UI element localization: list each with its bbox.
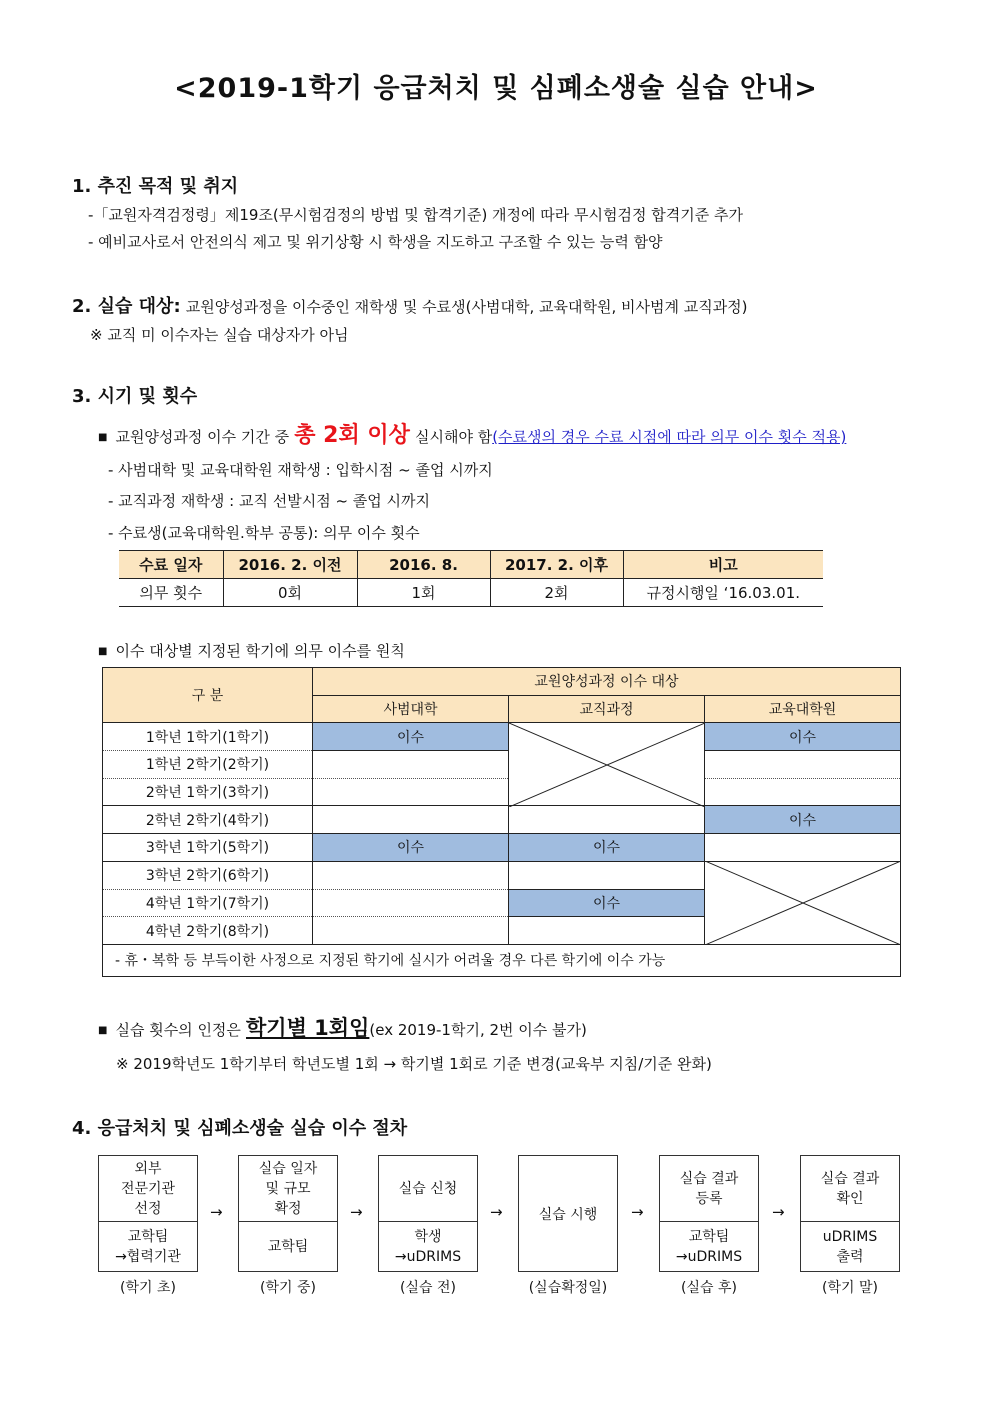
table-cell bbox=[313, 861, 509, 889]
flow-step-owner-text: 학생 →uDRIMS bbox=[394, 1229, 462, 1265]
section3-sub-item: - 수료생(교육대학원.학부 공통): 의무 이수 횟수 bbox=[108, 524, 420, 542]
table-col-header: 사범대학 bbox=[313, 695, 509, 723]
square-bullet-icon: ■ bbox=[98, 432, 108, 443]
section1-item: -「교원자격검정령」제19조(무시험검정의 방법 및 합격기준) 개정에 따라 무시험검정 합격기준 추가 bbox=[88, 206, 743, 224]
bullet1-mid: 실시해야 함 bbox=[414, 428, 493, 446]
section3-sub-item: - 사범대학 및 교육대학원 재학생 : 입학시점 ~ 졸업 시까지 bbox=[108, 461, 493, 479]
flow-step-caption: (학기 초) bbox=[120, 1280, 176, 1296]
section4-heading: 4. 응급처치 및 심폐소생술 실습 이수 절차 bbox=[72, 1118, 408, 1139]
table-cell bbox=[509, 861, 705, 889]
table-header: 2017. 2. 이후 bbox=[490, 551, 623, 579]
flow-step-title bbox=[99, 1156, 197, 1222]
flow-step-box bbox=[238, 1155, 338, 1272]
row-label: 1학년 1학기(1학기) bbox=[103, 723, 313, 751]
table-row bbox=[103, 751, 901, 779]
section2-text: 교원양성과정을 이수중인 재학생 및 수료생(사범대학, 교육대학원, 비사범계 교직과정) bbox=[185, 298, 748, 316]
table-row bbox=[103, 723, 901, 751]
section2-note: ※ 교직 미 이수자는 실습 대상자가 아님 bbox=[90, 326, 349, 344]
flow-step-caption: (실습 전) bbox=[400, 1280, 456, 1296]
flow-step-title bbox=[660, 1156, 758, 1222]
table-col-header: 교육대학원 bbox=[705, 695, 901, 723]
flow-step-box bbox=[800, 1155, 900, 1272]
flow-step-owner bbox=[239, 1222, 337, 1272]
flow-step-owner bbox=[660, 1222, 758, 1272]
row-label: 2학년 1학기(3학기) bbox=[103, 778, 313, 806]
row-label: 4학년 2학기(8학기) bbox=[103, 917, 313, 945]
table-cell: 이수 bbox=[313, 834, 509, 862]
section2-line bbox=[72, 292, 748, 318]
table-cell: 0회 bbox=[223, 579, 357, 607]
table-cell: 규정시행일 ‘16.03.01. bbox=[623, 579, 823, 607]
table-cell: 이수 bbox=[509, 834, 705, 862]
bullet3-post: (ex 2019-1학기, 2번 이수 불가) bbox=[369, 1021, 587, 1039]
table-cell bbox=[313, 806, 509, 834]
row-label: 3학년 2학기(6학기) bbox=[103, 861, 313, 889]
table-row bbox=[103, 778, 901, 806]
crossed-cell bbox=[509, 723, 705, 806]
flow-step-owner-text: 교학팀 →uDRIMS bbox=[675, 1229, 743, 1265]
flow-step-title-text: 실습 일자 및 규모 확정 bbox=[258, 1160, 318, 1217]
table-cell: 의무 횟수 bbox=[119, 579, 223, 607]
flow-step-owner-text: 교학팀 →협력기관 bbox=[115, 1229, 181, 1265]
flow-step-title-text: 실습 결과 등록 bbox=[679, 1170, 739, 1207]
table-cell bbox=[705, 834, 901, 862]
square-bullet-icon: ■ bbox=[98, 1025, 108, 1036]
flow-step-owner bbox=[99, 1222, 197, 1272]
bullet1-pre: 교원양성과정 이수 기간 중 bbox=[115, 428, 290, 446]
bullet1-emphasis: 총 2회 이상 bbox=[294, 423, 410, 448]
table-cell: 1회 bbox=[357, 579, 490, 607]
section3-bullet3 bbox=[98, 1012, 587, 1042]
table-header: 수료 일자 bbox=[119, 551, 223, 579]
section3-bullet2 bbox=[98, 640, 405, 661]
flow-step-title-text: 실습 신청 bbox=[398, 1180, 458, 1197]
table-cell bbox=[313, 778, 509, 806]
flow-arrow-icon: → bbox=[350, 1203, 363, 1221]
flow-arrow-icon: → bbox=[490, 1203, 503, 1221]
flow-step-title bbox=[801, 1156, 899, 1222]
table-cell: 2회 bbox=[490, 579, 623, 607]
flow-step-caption: (실습 후) bbox=[681, 1280, 737, 1296]
flow-step-box bbox=[98, 1155, 198, 1272]
table-row bbox=[103, 834, 901, 862]
semester-table bbox=[102, 667, 901, 977]
section3-note3: ※ 2019학년도 1학기부터 학년도별 1회 → 학기별 1회로 기준 변경(교육부 지침/기준 완화) bbox=[116, 1055, 712, 1073]
flow-step-caption: (학기 중) bbox=[260, 1280, 316, 1296]
table-cell: 이수 bbox=[705, 806, 901, 834]
square-bullet-icon: ■ bbox=[98, 646, 108, 657]
table-header: 2016. 2. 이전 bbox=[223, 551, 357, 579]
flow-step-owner-text: uDRIMS 출력 bbox=[822, 1229, 878, 1265]
table-row bbox=[119, 551, 823, 579]
flow-arrow-icon: → bbox=[631, 1203, 644, 1221]
flow-arrow-icon: → bbox=[210, 1203, 223, 1221]
table-cell: 이수 bbox=[705, 723, 901, 751]
flow-step-caption: (학기 말) bbox=[822, 1280, 878, 1296]
flow-step-title-text: 실습 결과 확인 bbox=[820, 1170, 880, 1207]
flow-step-title bbox=[379, 1156, 477, 1222]
table-row bbox=[103, 944, 901, 976]
flow-step-title bbox=[239, 1156, 337, 1222]
flow-step-title-text: 외부 전문기관 선정 bbox=[120, 1160, 176, 1217]
table-group-header: 교원양성과정 이수 대상 bbox=[313, 668, 901, 696]
table-cell bbox=[313, 917, 509, 945]
section1-item: - 예비교사로서 안전의식 제고 및 위기상황 시 학생을 지도하고 구조할 수 있는 능력 함양 bbox=[88, 233, 663, 251]
row-label: 1학년 2학기(2학기) bbox=[103, 751, 313, 779]
crossed-cell bbox=[705, 861, 901, 944]
table-note: - 휴・복학 등 부득이한 사정으로 지정된 학기에 실시가 어려울 경우 다른 학기에 이수 가능 bbox=[103, 944, 901, 976]
table-cell bbox=[313, 751, 509, 779]
row-label: 3학년 1학기(5학기) bbox=[103, 834, 313, 862]
table-header: 비고 bbox=[623, 551, 823, 579]
table-cell: 이수 bbox=[313, 723, 509, 751]
table-col-header: 교직과정 bbox=[509, 695, 705, 723]
table-cell bbox=[509, 806, 705, 834]
section3-heading: 3. 시기 및 횟수 bbox=[72, 386, 198, 407]
flow-step-caption: (실습확정일) bbox=[528, 1280, 608, 1296]
section2-heading: 2. 실습 대상: bbox=[72, 296, 181, 317]
flow-step-title-text: 실습 시행 bbox=[538, 1207, 598, 1223]
page-title: <2019-1학기 응급처치 및 심폐소생술 실습 안내> bbox=[174, 73, 818, 104]
table-cell: 이수 bbox=[509, 889, 705, 917]
bullet2-text: 이수 대상별 지정된 학기에 의무 이수를 원칙 bbox=[115, 642, 405, 660]
section3-bullet1 bbox=[98, 418, 846, 449]
flow-step-owner-text: 교학팀 bbox=[267, 1239, 309, 1255]
completion-table bbox=[119, 550, 823, 607]
table-row bbox=[103, 668, 901, 696]
table-row bbox=[103, 806, 901, 834]
table-cell bbox=[509, 917, 705, 945]
flow-step-box bbox=[518, 1155, 618, 1272]
section1-heading: 1. 추진 목적 및 취지 bbox=[72, 176, 239, 197]
flow-step-box bbox=[659, 1155, 759, 1272]
bullet1-link[interactable]: (수료생의 경우 수료 시점에 따라 의무 이수 횟수 적용) bbox=[492, 428, 847, 446]
section3-sub-item: - 교직과정 재학생 : 교직 선발시점 ~ 졸업 시까지 bbox=[108, 492, 431, 510]
row-label: 4학년 1학기(7학기) bbox=[103, 889, 313, 917]
table-corner: 구 분 bbox=[103, 668, 313, 723]
table-row bbox=[103, 861, 901, 889]
flow-step-title bbox=[519, 1156, 617, 1272]
table-cell bbox=[313, 889, 509, 917]
bullet3-emphasis: 학기별 1회임 bbox=[246, 1016, 370, 1040]
table-header: 2016. 8. bbox=[357, 551, 490, 579]
table-cell bbox=[705, 778, 901, 806]
flow-step-owner bbox=[801, 1222, 899, 1272]
bullet3-pre: 실습 횟수의 인정은 bbox=[115, 1021, 241, 1039]
table-cell bbox=[705, 751, 901, 779]
row-label: 2학년 2학기(4학기) bbox=[103, 806, 313, 834]
table-row bbox=[119, 579, 823, 607]
flow-step-owner bbox=[379, 1222, 477, 1272]
flow-arrow-icon: → bbox=[772, 1203, 785, 1221]
flow-step-box bbox=[378, 1155, 478, 1272]
